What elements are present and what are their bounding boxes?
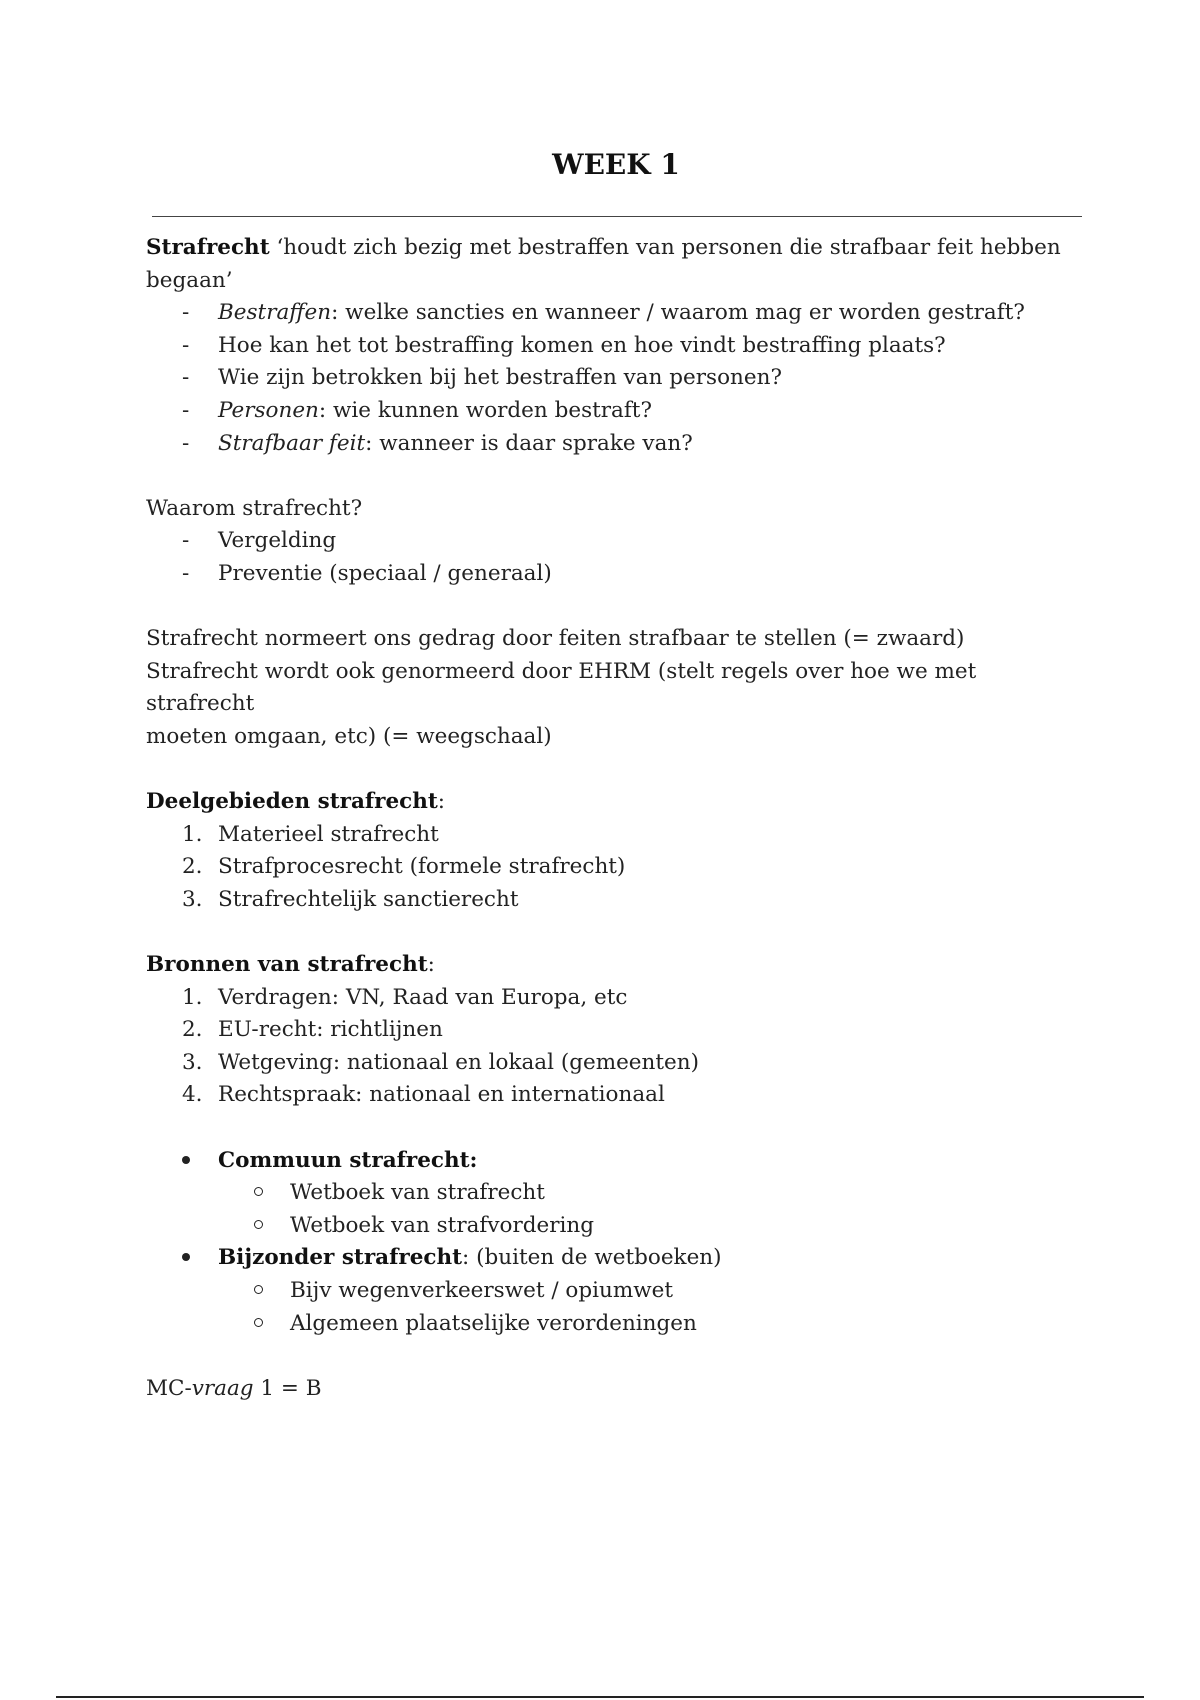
bullet-icon [182,1156,190,1164]
sub-bullet-item: Algemeen plaatselijke verordeningen [146,1308,1086,1341]
dash-marker: - [182,365,190,391]
page-bottom-divider [56,1696,1144,1698]
list-item: - Hoe kan het tot bestraffing komen en hoe vindt bestraffing plaats? [146,330,1086,363]
circle-bullet-icon [254,1318,263,1327]
page-title: WEEK 1 [552,148,680,181]
number-marker: 3. [182,886,203,912]
dash-marker: - [182,430,190,456]
dash-marker: - [182,528,190,554]
sub-bullet-item: Wetboek van strafrecht [146,1177,1086,1210]
bullet-icon [182,1253,190,1261]
list-item: - Strafbaar feit: wanneer is daar sprake van? [146,428,1086,461]
dash-marker: - [182,397,190,423]
norm-line: moeten omgaan, etc) (= weegschaal) [146,723,552,749]
dash-marker: - [182,332,190,358]
list-item: - Bestraffen: welke sancties en wanneer / waarom mag er worden gestraft? [146,297,1086,330]
norm-line: Strafrecht wordt ook genormeerd door EHRM (stelt regels over hoe we met strafrecht [146,658,977,717]
list-item: - Wie zijn betrokken bij het bestraffen van personen? [146,362,1086,395]
list-item: 1. Materieel strafrecht [146,819,1086,852]
number-marker: 1. [182,821,203,847]
number-marker: 2. [182,1017,203,1043]
mc-question-answer: MC-vraag 1 = B [146,1375,322,1401]
list-item: - Personen: wie kunnen worden bestraft? [146,395,1086,428]
norm-line: Strafrecht normeert ons gedrag door feiten strafbaar te stellen (= zwaard) [146,626,965,652]
document-body [146,232,1086,1405]
circle-bullet-icon [254,1285,263,1294]
list-item: 1. Verdragen: VN, Raad van Europa, etc [146,982,1086,1015]
deelgebieden-heading: Deelgebieden strafrecht: [146,789,446,815]
sub-bullet-item: Wetboek van strafvordering [146,1210,1086,1243]
bronnen-heading: Bronnen van strafrecht: [146,952,435,978]
circle-bullet-icon [254,1220,263,1229]
sub-bullet-item: Bijv wegenverkeerswet / opiumwet [146,1275,1086,1308]
number-marker: 4. [182,1082,203,1108]
bullet-item: Commuun strafrecht: [146,1145,1086,1178]
definition-text: ‘houdt zich bezig met bestraffen van personen die strafbaar feit hebben begaan’ [146,235,1061,293]
list-item: 3. Strafrechtelijk sanctierecht [146,884,1086,917]
title-divider [152,216,1082,217]
number-marker: 2. [182,854,203,880]
why-heading: Waarom strafrecht? [146,495,363,521]
definition-term: Strafrecht [146,235,270,260]
bullet-item: Bijzonder strafrecht: (buiten de wetboeken) [146,1242,1086,1275]
list-item: 2. Strafprocesrecht (formele strafrecht) [146,851,1086,884]
list-item: 4. Rechtspraak: nationaal en internationaal [146,1079,1086,1112]
number-marker: 3. [182,1049,203,1075]
dash-marker: - [182,560,190,586]
list-item: 3. Wetgeving: nationaal en lokaal (gemeenten) [146,1047,1086,1080]
circle-bullet-icon [254,1187,263,1196]
definition-line [146,232,1086,297]
list-item: - Preventie (speciaal / generaal) [146,558,1086,591]
dash-marker: - [182,300,190,326]
number-marker: 1. [182,984,203,1010]
list-item: - Vergelding [146,525,1086,558]
list-item: 2. EU-recht: richtlijnen [146,1014,1086,1047]
